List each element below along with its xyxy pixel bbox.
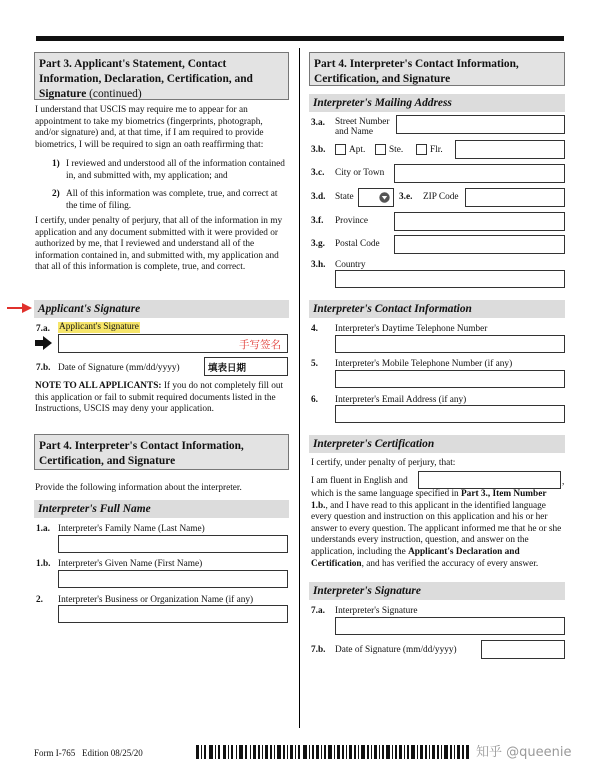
provide-info-text: Provide the following information about the interpreter. xyxy=(35,483,242,493)
flr-checkbox[interactable] xyxy=(416,144,427,155)
country-field[interactable] xyxy=(335,270,565,288)
field-2-number: 2. xyxy=(36,595,43,605)
daytime-phone-label: Interpreter's Daytime Telephone Number xyxy=(335,324,488,334)
field-1a-number: 1.a. xyxy=(36,524,50,534)
part3-title: Part 3. Applicant's Statement, Contact Information, Declaration, Certification, and Signature xyxy=(39,58,253,100)
mobile-phone-field[interactable] xyxy=(335,370,565,388)
item1-text: I reviewed and understood all of the information contained in, and submitted with, my application; and xyxy=(66,159,285,181)
state-select[interactable] xyxy=(358,188,394,207)
field-3e-number: 3.e. xyxy=(399,192,413,202)
dropdown-icon xyxy=(379,192,390,203)
language-field[interactable] xyxy=(418,471,561,489)
mailing-address-heading: Interpreter's Mailing Address xyxy=(309,94,565,112)
interp-7b-number: 7.b. xyxy=(311,645,326,655)
applicant-signature-heading: Applicant's Signature xyxy=(34,300,289,318)
field-6-number: 6. xyxy=(311,395,318,405)
field-3a-number: 3.a. xyxy=(311,118,325,128)
certification-intro: I certify, under penalty of perjury, that: xyxy=(311,458,456,468)
interpreter-signature-heading: Interpreter's Signature xyxy=(309,582,565,600)
state-label: State xyxy=(335,192,354,202)
given-name-field[interactable] xyxy=(58,570,288,588)
cert-part3: , and has verified the accuracy of every answer. xyxy=(361,558,539,569)
ste-label: Ste. xyxy=(389,145,404,155)
interpreter-date-field[interactable] xyxy=(481,640,565,659)
unit-number-field[interactable] xyxy=(455,140,565,159)
column-divider xyxy=(299,48,300,728)
given-name-label: Interpreter's Given Name (First Name) xyxy=(58,559,203,569)
province-label: Province xyxy=(335,216,369,226)
business-name-field[interactable] xyxy=(58,605,288,623)
family-name-field[interactable] xyxy=(58,535,288,553)
field-3b-number: 3.b. xyxy=(311,145,326,155)
form-number: Form I-765 xyxy=(34,748,76,758)
street-label-line2: and Name xyxy=(335,127,373,137)
item1-number: 1) xyxy=(52,159,60,169)
city-field[interactable] xyxy=(394,164,565,183)
family-name-label: Interpreter's Family Name (Last Name) xyxy=(58,524,205,534)
part3-heading xyxy=(34,52,289,100)
city-label: City or Town xyxy=(335,168,385,178)
top-rule xyxy=(36,36,564,41)
ste-checkbox[interactable] xyxy=(375,144,386,155)
handwritten-signature-note: 手写签名 xyxy=(239,339,281,351)
date-of-signature-label: Date of Signature (mm/dd/yyyy) xyxy=(58,363,180,373)
barcode xyxy=(196,745,471,761)
form-edition: Edition 08/25/20 xyxy=(82,748,143,758)
province-field[interactable] xyxy=(394,212,565,231)
interpreter-signature-field[interactable] xyxy=(335,617,565,635)
mobile-phone-label: Interpreter's Mobile Telephone Number (if any) xyxy=(335,359,513,369)
apt-checkbox[interactable] xyxy=(335,144,346,155)
date-of-signature-field[interactable]: 填表日期 xyxy=(204,357,288,376)
cert-part2: , and I have read to this applicant in the identified language every question and instruction on this application and his or her answer to every question. The applicant informed me that he or she understands every instruction, question, and answer on the application, including the xyxy=(311,500,562,557)
fluent-text: I am fluent in English and xyxy=(311,476,408,486)
street-label xyxy=(335,117,389,137)
contact-info-heading: Interpreter's Contact Information xyxy=(309,300,565,318)
street-label-line1: Street Number xyxy=(335,117,390,127)
part3-continued: (continued) xyxy=(89,88,142,100)
zip-field[interactable] xyxy=(465,188,565,207)
apt-label: Apt. xyxy=(349,145,366,155)
note-bold: NOTE TO ALL APPLICANTS: xyxy=(35,381,162,391)
street-field[interactable] xyxy=(396,115,565,134)
flr-label: Flr. xyxy=(430,145,443,155)
interpreter-signature-label: Interpreter's Signature xyxy=(335,606,418,616)
field-1b-number: 1.b. xyxy=(36,559,51,569)
postal-code-field[interactable] xyxy=(394,235,565,254)
field-3h-number: 3.h. xyxy=(311,260,326,270)
field-5-number: 5. xyxy=(311,359,318,369)
cert-part1: which is the same language specified in xyxy=(311,489,461,499)
postal-code-label: Postal Code xyxy=(335,239,380,249)
country-label: Country xyxy=(335,260,366,270)
item2-number: 2) xyxy=(52,189,60,199)
red-arrow-icon xyxy=(6,301,34,315)
biometrics-intro: I understand that USCIS may require me to appear for an appointment to take my biometrics (fingerprints, photograph, and/or signature) and, at that time, if I am required to provide biometrics, I will be required to sign an oath reaffirming that: xyxy=(35,105,264,150)
watermark: 知乎 @queenie xyxy=(476,745,572,760)
field-7b-number: 7.b. xyxy=(36,363,51,373)
applicant-signature-field[interactable] xyxy=(58,334,288,353)
email-field[interactable] xyxy=(335,405,565,423)
applicant-signature-label: Applicant's Signature xyxy=(59,322,139,332)
item2-text: All of this information was complete, true, and correct at the time of filing. xyxy=(66,189,278,211)
cert-bold2: Applicant's Declaration and Certification xyxy=(311,546,520,569)
field-7a-number: 7.a. xyxy=(36,324,50,334)
daytime-phone-field[interactable] xyxy=(335,335,565,353)
fluent-comma: , xyxy=(562,477,565,487)
full-name-heading: Interpreter's Full Name xyxy=(34,500,289,518)
interpreter-date-label: Date of Signature (mm/dd/yyyy) xyxy=(335,645,457,655)
email-label: Interpreter's Email Address (if any) xyxy=(335,395,467,405)
black-arrow-icon xyxy=(35,336,53,350)
part4-heading-right: Part 4. Interpreter's Contact Information, Certification, and Signature xyxy=(309,52,565,86)
part4-heading-left: Part 4. Interpreter's Contact Information, Certification, and Signature xyxy=(34,434,289,470)
field-4-number: 4. xyxy=(311,324,318,334)
field-3f-number: 3.f. xyxy=(311,216,324,226)
certification-heading: Interpreter's Certification xyxy=(309,435,565,453)
zip-label: ZIP Code xyxy=(423,192,459,202)
cert-bold1: Part 3., Item Number 1.b. xyxy=(311,489,547,511)
note-text: If you do not completely fill out this application or fail to submit required documents listed in the Instructions, USCIS may deny your application. xyxy=(35,381,284,415)
field-3g-number: 3.g. xyxy=(311,239,325,249)
business-name-label: Interpreter's Business or Organization Name (if any) xyxy=(58,595,254,605)
certify-statement: I certify, under penalty of perjury, that all of the information in my application and any document submitted with it were provided or authorized by me, that I reviewed and understand all of the information contained in, and submitted with, my application and that all of this information is complete, true, and correct. xyxy=(35,216,283,273)
note-to-applicants xyxy=(35,381,289,416)
field-3c-number: 3.c. xyxy=(311,168,325,178)
field-3d-number: 3.d. xyxy=(311,192,326,202)
interp-7a-number: 7.a. xyxy=(311,606,325,616)
certification-text xyxy=(311,489,565,570)
